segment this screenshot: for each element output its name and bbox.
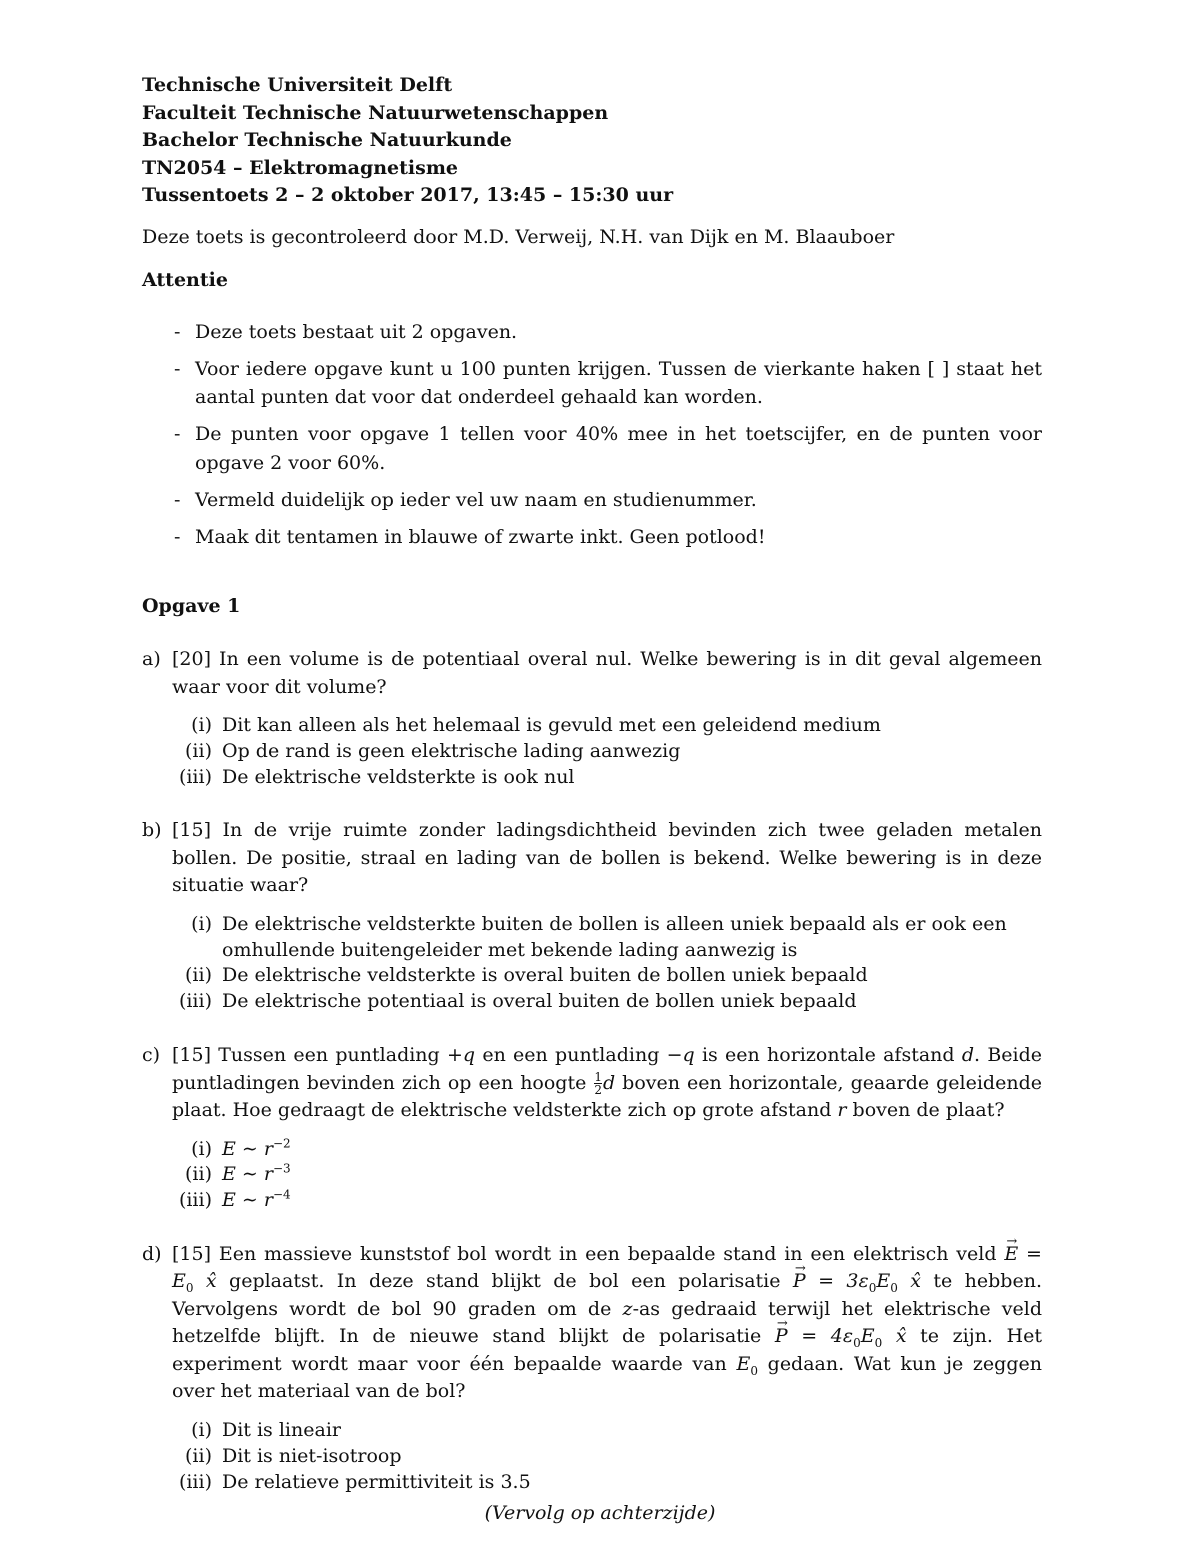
exam-title: Tussentoets 2 – 2 oktober 2017, 13:45 – 15:30 uur	[142, 184, 674, 206]
question-text: [20] In een volume is de potentiaal overal nul. Welke bewering is in dit geval algemeen waar voor dit volume?	[172, 648, 1042, 698]
question-a	[142, 646, 1042, 701]
question-text: [15] Tussen een puntlading +q en een puntlading −q is een horizontale afstand d. Beide puntladingen bevinden zich op een hoogte $\frac{1}{2}$ d boven een horizontale, geaarde geleidende plaat. Hoe gedraagt de elektrische veldsterkte zich op grote afstand r boven de plaat?	[172, 1044, 1043, 1122]
opgave-heading: Opgave 1	[142, 595, 241, 617]
continue-footer: (Vervolg op achterzijde)	[484, 1502, 716, 1524]
option-item: (i) Dit kan alleen als het helemaal is gevuld met een geleidend medium	[191, 714, 881, 736]
attentie-heading: Attentie	[142, 268, 228, 291]
attentie-item: - Vermeld duidelijk op ieder vel uw naam en studienummer.	[174, 488, 757, 511]
question-letter: c)	[142, 1044, 161, 1067]
course-title: TN2054 – Elektromagnetisme	[142, 156, 459, 179]
option-item: (i) Dit is lineair	[191, 1418, 341, 1441]
university-name: Technische Universiteit Delft	[142, 74, 453, 96]
question-b	[142, 817, 1042, 900]
question-d	[142, 1241, 1042, 1406]
options-a	[142, 713, 1042, 790]
option-item: (iii) De elektrische veldsterkte is ook nul	[178, 765, 575, 788]
attentie-item: - De punten voor opgave 1 tellen voor 40% mee in het toetscijfer, en de punten voor opgave 2 voor 60%.	[174, 423, 1042, 474]
option-item: (iii) E ∼ $r^{-4}$	[178, 1187, 291, 1212]
question-text: [15] In de vrije ruimte zonder ladingsdichtheid bevinden zich twee geladen metalen bollen. De positie, straal en lading van de bollen is bekend. Welke bewering is in deze situatie waar?	[172, 819, 1042, 897]
question-letter: b)	[142, 819, 162, 842]
option-item: (ii) Dit is niet-isotroop	[185, 1444, 402, 1467]
question-letter: a)	[142, 648, 161, 670]
option-item: (iii) De elektrische potentiaal is overal buiten de bollen uniek bepaald	[178, 990, 857, 1013]
options-d	[142, 1418, 1042, 1495]
fraction-half: $\frac{1}{2}$	[594, 1070, 602, 1098]
option-item: (i) E ∼ $r^{-2}$	[191, 1136, 291, 1160]
attentie-item: - Voor iedere opgave kunt u 100 punten krijgen. Tussen de vierkante haken [ ] staat het aantal punten dat voor dat onderdeel gehaald kan worden.	[174, 357, 1042, 408]
option-item: (ii) Op de rand is geen elektrische lading aanwezig	[185, 739, 681, 762]
question-text: [15] Een massieve kunststof bol wordt in een bepaalde stand in een elektrisch veld → $E = E_0$ x̂ geplaatst. In deze stand blijkt de bol een polarisatie → $P = 3\varepsilon_0E_0$ x̂ te hebben. Vervolgens wordt de bol 90 graden om de z-as gedraaid terwijl het elektrische veld hetzelfde blijft. In de nieuwe stand blijkt de polarisatie → $P = 4\varepsilon_0E_0$ x̂ te zijn. Het experiment wordt maar voor één bepaalde waarde van $E_0$ gedaan. Wat kun je zeggen over het materiaal van de bol?	[172, 1243, 1042, 1403]
program-name: Bachelor Technische Natuurkunde	[142, 129, 512, 151]
option-item: (i) De elektrische veldsterkte buiten de bollen is alleen uniek bepaald als er ook een omhullende buitengeleider met bekende lading aanwezig is	[191, 912, 1007, 961]
attentie-list	[142, 318, 1042, 552]
attentie-item: - Deze toets bestaat uit 2 opgaven.	[174, 320, 518, 343]
options-c	[142, 1137, 1042, 1214]
options-b	[142, 912, 1042, 1015]
controlled-by-note: Deze toets is gecontroleerd door M.D. Verweij, N.H. van Dijk en M. Blaauboer	[142, 225, 895, 248]
option-item: (iii) De relatieve permittiviteit is 3.5	[178, 1470, 531, 1493]
attentie-item: - Maak dit tentamen in blauwe of zwarte inkt. Geen potlood!	[174, 525, 766, 548]
question-letter: d)	[142, 1242, 162, 1265]
option-item: (ii) De elektrische veldsterkte is overal buiten de bollen uniek bepaald	[185, 964, 868, 987]
exam-page	[142, 72, 1042, 1495]
faculty-name: Faculteit Technische Natuurwetenschappen	[142, 101, 609, 124]
option-item: (ii) E ∼ $r^{-3}$	[185, 1162, 291, 1186]
question-c	[142, 1042, 1042, 1125]
